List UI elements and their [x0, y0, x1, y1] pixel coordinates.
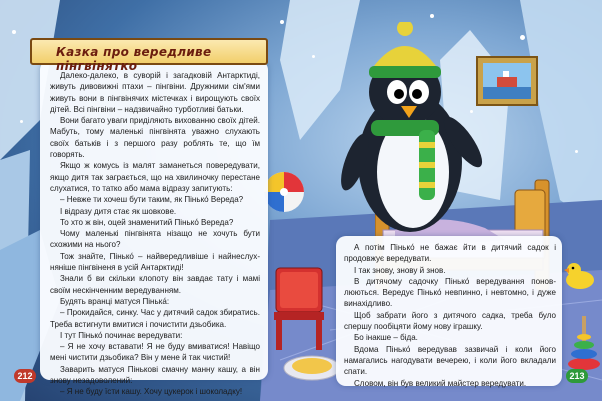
paragraph: І відразу дитя стає як шовкове.: [60, 206, 177, 216]
paragraph: Щоб забрати його з дитячого садка, треба було спершу пообіцяти йому нову іграшку.: [344, 310, 556, 332]
stacking-ring-toy: [566, 314, 602, 374]
porridge-plate: [282, 352, 342, 382]
paragraph: Бо інакше – біда.: [354, 333, 418, 343]
paragraph: Знали б ви скільки клопоту він завдає тату і мамі своїм нескінченним вередуванням.: [50, 274, 260, 295]
right-page-text: [344, 242, 556, 389]
red-chair: [268, 262, 328, 352]
paragraph: Вони багато уваги приділяють вихованню своїх дітей. Мабуть, тому маленькі пінгвінята уважно слухають своїх батьків і з першого разу роблять те, що їм говорять.: [50, 116, 260, 160]
paragraph: І так знову, знову й знов.: [354, 265, 446, 275]
paragraph: – Я не буду їсти кашу. Хочу цукерок і шоколадку!: [60, 387, 243, 397]
paragraph: А потім Пінько́ не бажає йти в дитячий садок і продовжує вередувати.: [344, 243, 556, 264]
rubber-duck-toy: [562, 260, 596, 290]
title-banner: [30, 38, 268, 73]
paragraph: Якщо ж комусь із малят заманеться повередувати, якщо дитя так заграється, що на хвилиночку перестане слухатися, то татко або мама відразу запитують:: [50, 161, 260, 193]
paragraph: Далеко-далеко, в суворій і загадковій Антарктиді, живуть дивовижні птахи – пінгвіни. Дружними сім'ями живуть вони в пінгвінячих містечках і вирощують своїх дітей. Всі пінгвіни – надзвичайно турботливі батьки.: [50, 71, 260, 114]
paragraph: В дитячому садочку Пінько́ вередування поновлюються. Вередує Пінько́ невпинно, і невтомно, і дуже винахідливо.: [344, 276, 556, 309]
beach-ball: [262, 170, 306, 214]
paragraph: – Прокидайся, синку. Час у дитячий садок збиратись. Треба встигнути вмитися і почистити дзьобика.: [50, 308, 260, 329]
penguin-pinko: [335, 22, 485, 242]
paragraph: – Я не хочу вставати! Я не буду вмиватися! Навіщо мені чистити дзьобика? Він у мене й так чистий!: [50, 342, 260, 363]
paragraph: Вдома Пінько́ вередував зазвичай і коли його намагались нагодувати вечерею, і коли його вкладали спати.: [344, 344, 556, 377]
paragraph: Словом, він був великий майстер вередувати.: [354, 378, 527, 388]
story-title: Казка про вередливе пінгвінятко: [56, 45, 212, 73]
paragraph: Тож знайте, Пінько́ – найвередливіше і найнеслухняніше пінгвіненя в усій Антарктиді!: [50, 251, 260, 273]
paragraph: І тут Пінько́ починає вередувати:: [60, 330, 183, 340]
left-page-number: 212: [14, 369, 36, 383]
paragraph: Будять вранці матуся Пінька́:: [60, 296, 170, 306]
left-page-text: [50, 70, 260, 398]
paragraph: Чому маленькі пінгвінята нізащо не хочуть бути схожими на нього?: [50, 229, 260, 250]
paragraph: – Невже ти хочеш бути таким, як Пінько́ Вереда?: [60, 195, 244, 205]
right-page-number: 213: [566, 369, 588, 383]
paragraph: То хто ж він, оцей знаменитий Пінько́ Вереда?: [60, 217, 234, 227]
paragraph: Заварить матуся Пінькові смачну манну кашу, а він знову незадоволений:: [50, 364, 260, 386]
